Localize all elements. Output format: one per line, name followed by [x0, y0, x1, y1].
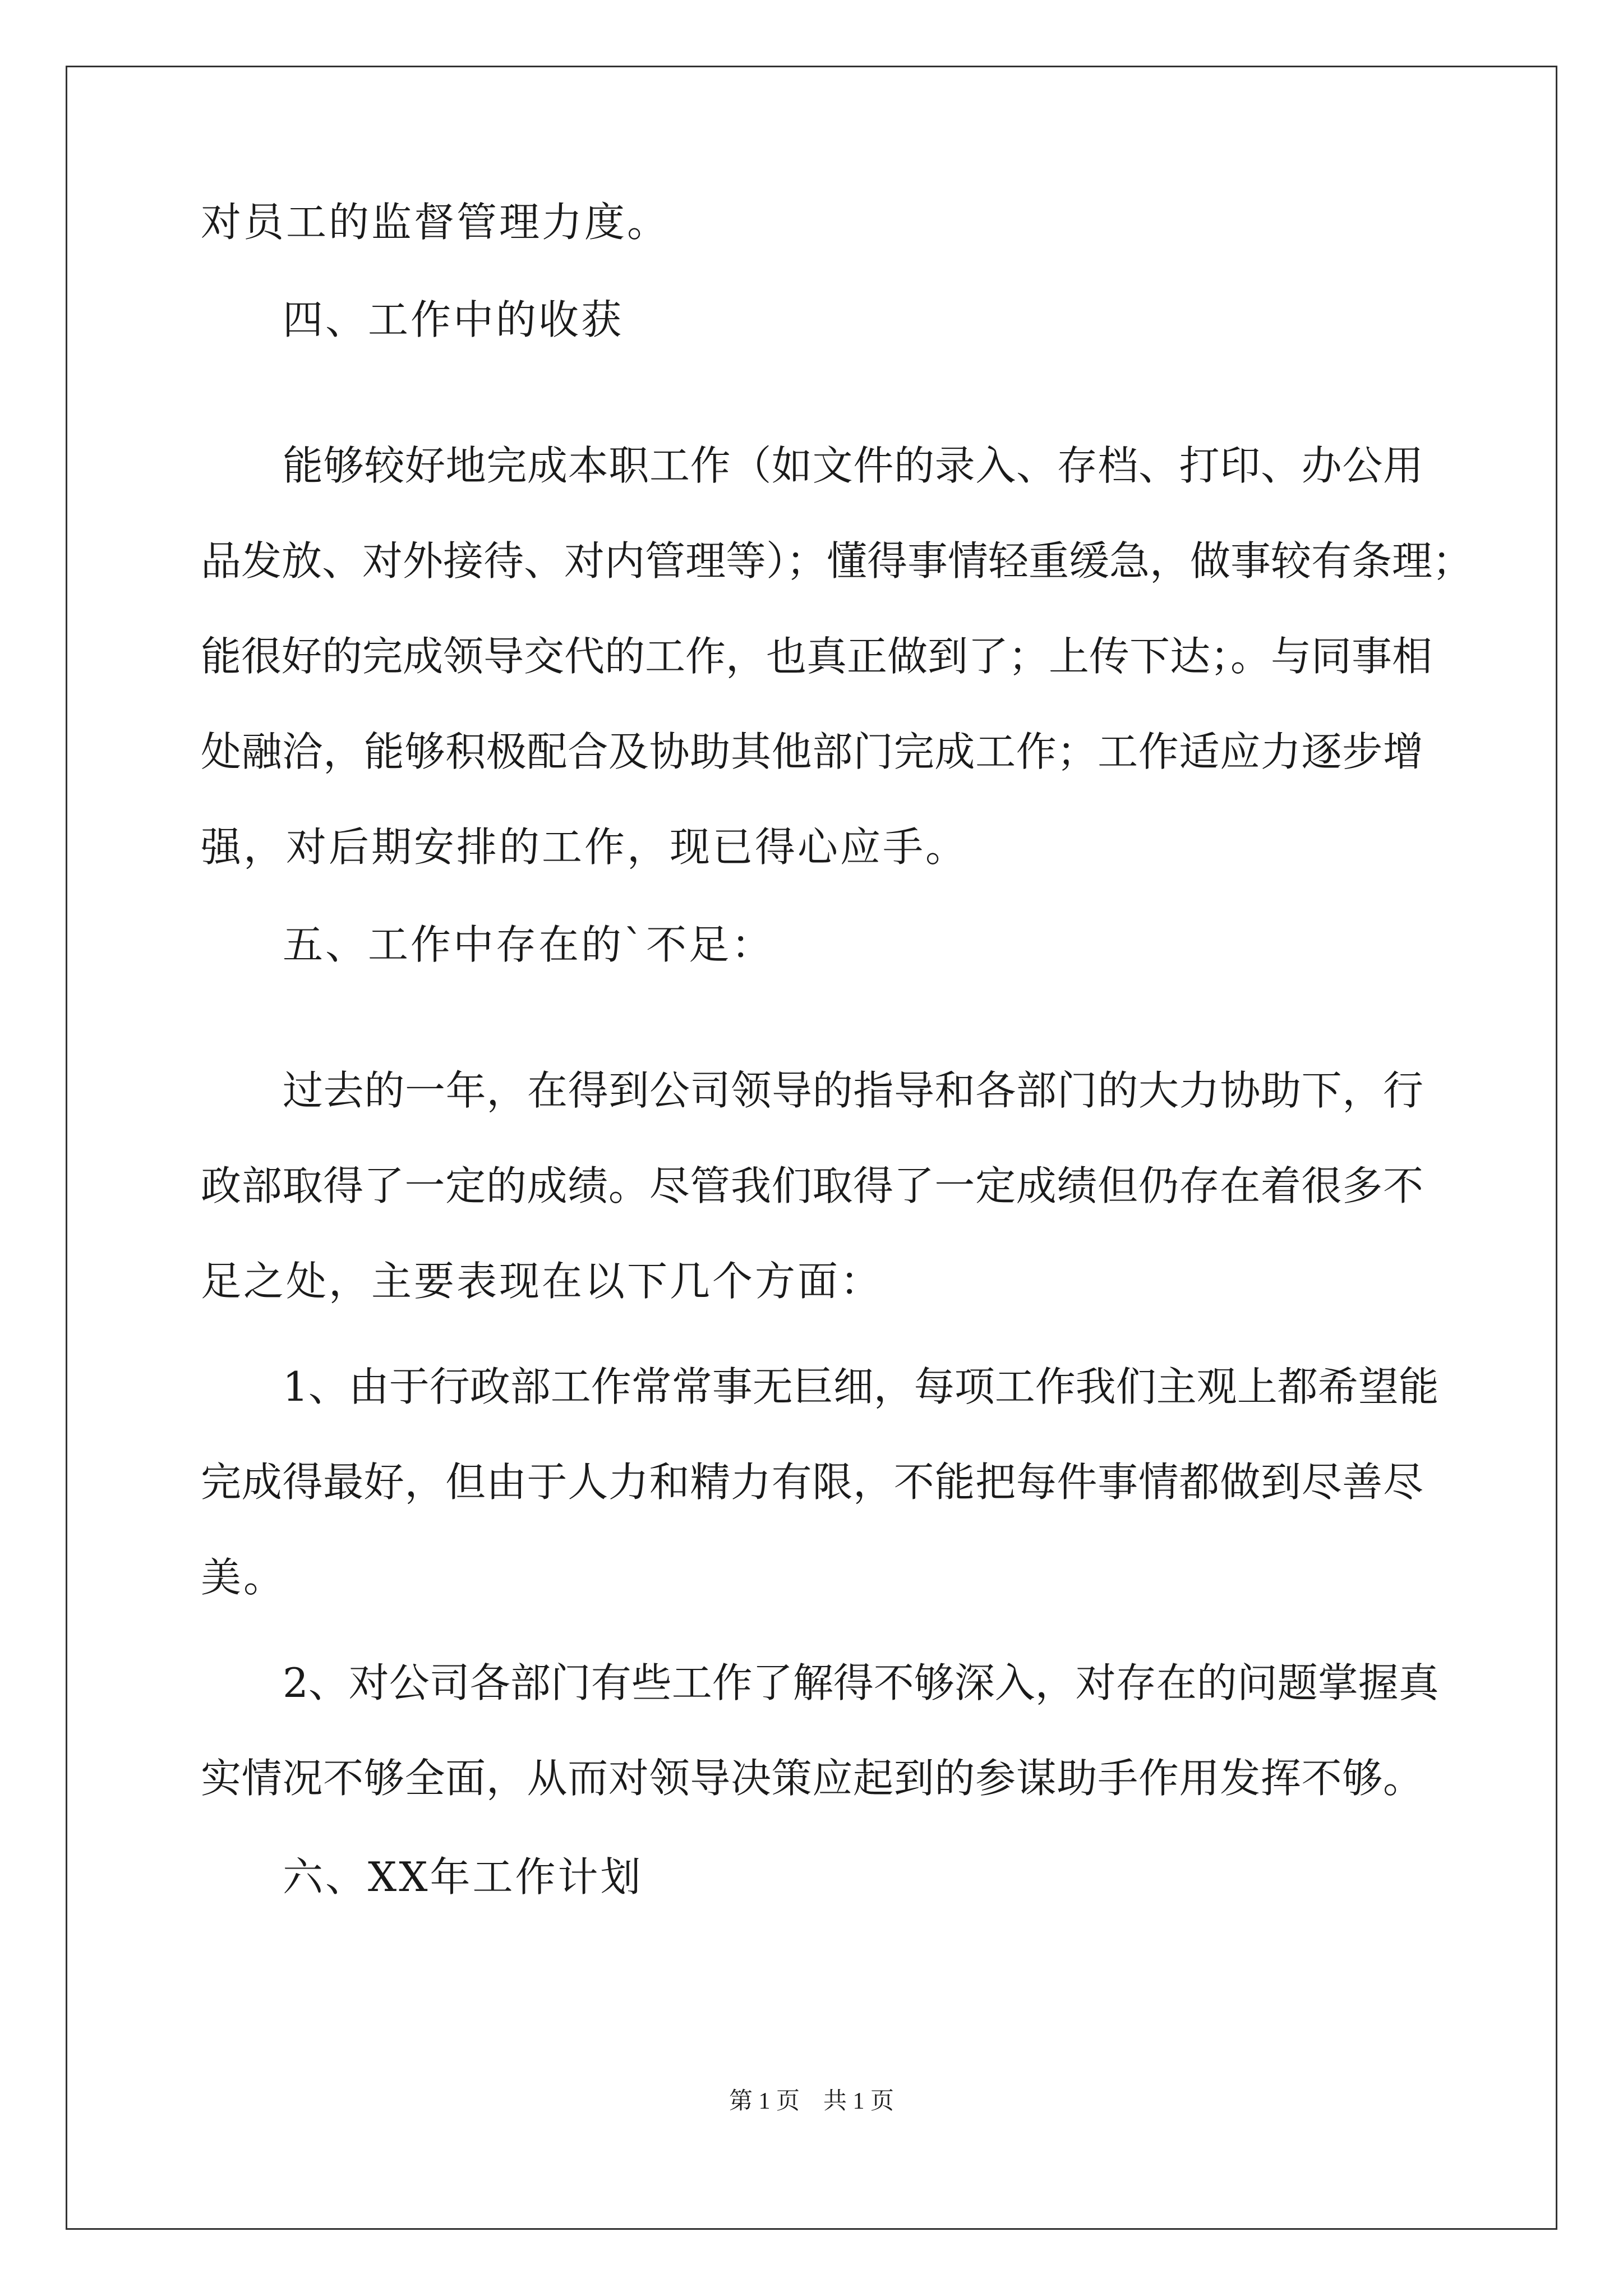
text-line: 能够较好地完成本职工作（如文件的录入、存档、打印、办公用: [283, 442, 1423, 489]
page-footer: 第 1 页 共 1 页: [728, 2088, 894, 2114]
text-line: 品发放、对外接待、对内管理等）；懂得事情轻重缓急，做事较有条理；: [201, 537, 1473, 585]
section-heading: 四、工作中的收获: [283, 296, 624, 343]
text-line: 处融洽，能够积极配合及协助其他部门完成工作；工作适应力逐步增: [201, 728, 1423, 775]
text-line: 完成得最好，但由于人力和精力有限，不能把每件事情都做到尽善尽: [201, 1458, 1423, 1506]
text-line: 政部取得了一定的成绩。尽管我们取得了一定成绩但仍存在着很多不: [201, 1162, 1423, 1209]
text-line: 对员工的监督管理力度。: [201, 199, 670, 246]
text-line: 2、对公司各部门有些工作了解得不够深入，对存在的问题掌握真: [283, 1659, 1439, 1706]
text-line: 美。: [201, 1554, 287, 1601]
text-line: 过去的一年，在得到公司领导的指导和各部门的大力协助下，行: [283, 1067, 1423, 1114]
text-line: 强，对后期安排的工作，现已得心应手。: [201, 823, 969, 871]
text-line: 实情况不够全面，从而对领导决策应起到的参谋助手作用发挥不够。: [201, 1755, 1423, 1802]
page-border: [66, 66, 1557, 2230]
text-line: 1、由于行政部工作常常事无巨细，每项工作我们主观上都希望能: [283, 1363, 1439, 1410]
section-heading: 五、工作中存在的`不足：: [283, 921, 774, 968]
text-line: 足之处，主要表现在以下几个方面：: [201, 1258, 883, 1305]
section-heading: 六、XX年工作计划: [283, 1853, 643, 1901]
text-line: 能很好的完成领导交代的工作，也真正做到了；上传下达；。与同事相: [201, 633, 1433, 680]
